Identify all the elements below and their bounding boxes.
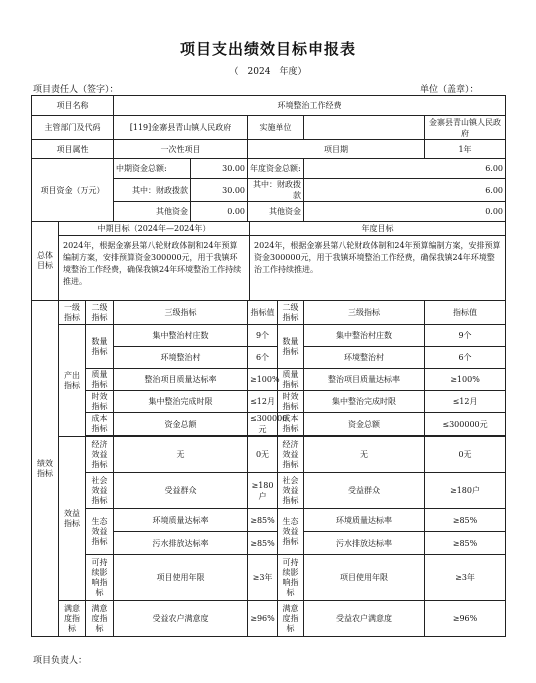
project-name-label: 项目名称 xyxy=(32,96,114,116)
mid-goal-header: 中期目标（2024年—2024年） xyxy=(59,222,250,236)
indicator-value: ≥3年 xyxy=(425,555,506,601)
year-total-value: 6.00 xyxy=(304,159,506,179)
indicator-value: ≤300000元 xyxy=(248,413,278,436)
satisfaction-l1-label: 满意度指标 xyxy=(59,601,86,637)
indicator-value: 0无 xyxy=(248,437,278,473)
social-label-mid: 社会效益指标 xyxy=(86,473,114,509)
indicator-value: ≥100% xyxy=(425,369,506,391)
mid-total-value: 30.00 xyxy=(191,159,248,179)
cost-label-year: 成本指标 xyxy=(278,413,304,436)
indicator-value: ≤300000元 xyxy=(425,413,506,436)
indicator-name: 环境质量达标率 xyxy=(114,509,248,532)
page-title: 项目支出绩效目标申报表 xyxy=(179,40,356,58)
indicator-value: ≤12月 xyxy=(425,391,506,413)
mid-other-value: 0.00 xyxy=(191,202,248,222)
project-leader-label: 项目负责人： xyxy=(33,656,88,666)
period-label: 项目期 xyxy=(248,140,425,159)
indicator-name: 受益群众 xyxy=(304,473,425,509)
indicator-value: ≥85% xyxy=(248,532,278,555)
ecological-label-year: 生态效益指标 xyxy=(278,509,304,555)
indicator-value: 0无 xyxy=(425,437,506,473)
indicator-name: 受益农户满意度 xyxy=(304,601,425,637)
sustainable-label-mid: 可持续影响指标 xyxy=(86,555,114,601)
dept-value: [119]金寨县青山镇人民政府 xyxy=(114,116,248,140)
level3-header-mid: 三级指标 xyxy=(114,301,248,325)
value-header-mid: 指标值 xyxy=(248,301,278,325)
social-label-year: 社会效益指标 xyxy=(278,473,304,509)
impl-label-pad xyxy=(304,116,425,140)
indicator-name: 资金总额 xyxy=(114,413,248,436)
quality-label-mid: 质量指标 xyxy=(86,369,114,391)
mid-goal-text: 2024年，根据金寨县第八轮财政体制和24年预算编制方案，安排预算资金300000元，用于我镇环境整治工作经费，确保我镇24年环境整治工作持续推进。 xyxy=(59,236,250,301)
timeliness-label-year: 时效指标 xyxy=(278,391,304,413)
responsible-label: 项目责任人（签字）： xyxy=(33,85,119,95)
mid-fiscal-value: 30.00 xyxy=(191,179,248,202)
year-fiscal-value: 6.00 xyxy=(304,179,506,202)
impl-value: 金寨县青山镇人民政府 xyxy=(425,116,506,140)
indicators-label: 绩效指标 xyxy=(32,301,59,637)
indicator-name: 整治项目质量达标率 xyxy=(114,369,248,391)
indicator-value: ≥85% xyxy=(425,509,506,532)
mid-fiscal-label: 其中：财政拨款 xyxy=(114,179,191,202)
indicator-name: 无 xyxy=(304,437,425,473)
project-name-value: 环境整治工作经费 xyxy=(114,96,506,116)
indicator-name: 受益农户满意度 xyxy=(114,601,248,637)
year-goal-text: 2024年，根据金寨县第八轮财政体制和24年预算编制方案，安排预算资金300000元，用于我镇环境整治工作经费，确保我镇24年环境整治工作持续推进。 xyxy=(250,236,506,301)
ecological-label-mid: 生态效益指标 xyxy=(86,509,114,555)
indicator-name: 整治项目质量达标率 xyxy=(304,369,425,391)
indicator-name: 环境质量达标率 xyxy=(304,509,425,532)
indicator-value: 6个 xyxy=(425,347,506,369)
year-goal-header: 年度目标 xyxy=(250,222,506,236)
year-other-label: 其他资金 xyxy=(248,202,304,222)
indicator-value: 6个 xyxy=(248,347,278,369)
indicator-value: ≥180户 xyxy=(248,473,278,509)
indicator-value: 9个 xyxy=(248,325,278,347)
indicator-name: 污水排放达标率 xyxy=(304,532,425,555)
funds-label: 项目资金（万元） xyxy=(32,159,114,222)
goals-label: 总体目标 xyxy=(32,222,59,301)
level1-header: 一级指标 xyxy=(59,301,86,325)
indicator-value: 9个 xyxy=(425,325,506,347)
level2-header-mid: 二级指标 xyxy=(86,301,114,325)
attr-label: 项目属性 xyxy=(32,140,114,159)
satisfaction-l2-label-mid: 满意度指标 xyxy=(86,601,114,637)
indicator-value: ≥96% xyxy=(248,601,278,637)
economic-label-year: 经济效益指标 xyxy=(278,437,304,473)
year-line: （ 2024 年度） xyxy=(229,67,307,77)
output-label: 产出指标 xyxy=(59,325,86,437)
indicator-value: ≥180户 xyxy=(425,473,506,509)
mid-total-label: 中期资金总额: xyxy=(114,159,191,179)
quality-label-year: 质量指标 xyxy=(278,369,304,391)
indicator-name: 项目使用年限 xyxy=(114,555,248,601)
unit-label: 单位（盖章）： xyxy=(420,85,479,95)
indicator-value: ≥100% xyxy=(248,369,278,391)
quantity-label-year: 数量指标 xyxy=(278,325,304,369)
indicator-name: 项目使用年限 xyxy=(304,555,425,601)
level2-header-year: 二级指标 xyxy=(278,301,304,325)
dept-label: 主管部门及代码 xyxy=(32,116,114,140)
period-value: 1年 xyxy=(425,140,506,159)
indicator-value: ≤12月 xyxy=(248,391,278,413)
satisfaction-l2-label-year: 满意度指标 xyxy=(278,601,304,637)
economic-label-mid: 经济效益指标 xyxy=(86,437,114,473)
performance-target-table xyxy=(31,95,506,637)
mid-other-label: 其他资金 xyxy=(114,202,191,222)
year-other-value: 0.00 xyxy=(304,202,506,222)
indicator-value: ≥96% xyxy=(425,601,506,637)
indicator-value: ≥3年 xyxy=(248,555,278,601)
level3-header-year: 三级指标 xyxy=(304,301,425,325)
indicator-name: 集中整治完成时限 xyxy=(304,391,425,413)
indicator-name: 集中整治完成时限 xyxy=(114,391,248,413)
year-fiscal-label: 其中：财政拨款 xyxy=(248,179,304,202)
indicator-name: 无 xyxy=(114,437,248,473)
impl-label: 实施单位 xyxy=(248,116,304,140)
cost-label-mid: 成本指标 xyxy=(86,413,114,436)
indicator-name: 环境整治村 xyxy=(114,347,248,369)
indicator-name: 集中整治村庄数 xyxy=(304,325,425,347)
attr-value: 一次性项目 xyxy=(114,140,248,159)
indicator-name: 受益群众 xyxy=(114,473,248,509)
quantity-label-mid: 数量指标 xyxy=(86,325,114,369)
value-header-year: 指标值 xyxy=(425,301,506,325)
indicator-value: ≥85% xyxy=(248,509,278,532)
indicator-name: 资金总额 xyxy=(304,413,425,436)
indicator-name: 污水排放达标率 xyxy=(114,532,248,555)
indicator-name: 集中整治村庄数 xyxy=(114,325,248,347)
timeliness-label-mid: 时效指标 xyxy=(86,391,114,413)
year-total-label: 年度资金总额: xyxy=(248,159,304,179)
benefit-label: 效益指标 xyxy=(59,437,86,601)
sustainable-label-year: 可持续影响指标 xyxy=(278,555,304,601)
indicator-value: ≥85% xyxy=(425,532,506,555)
indicator-name: 环境整治村 xyxy=(304,347,425,369)
